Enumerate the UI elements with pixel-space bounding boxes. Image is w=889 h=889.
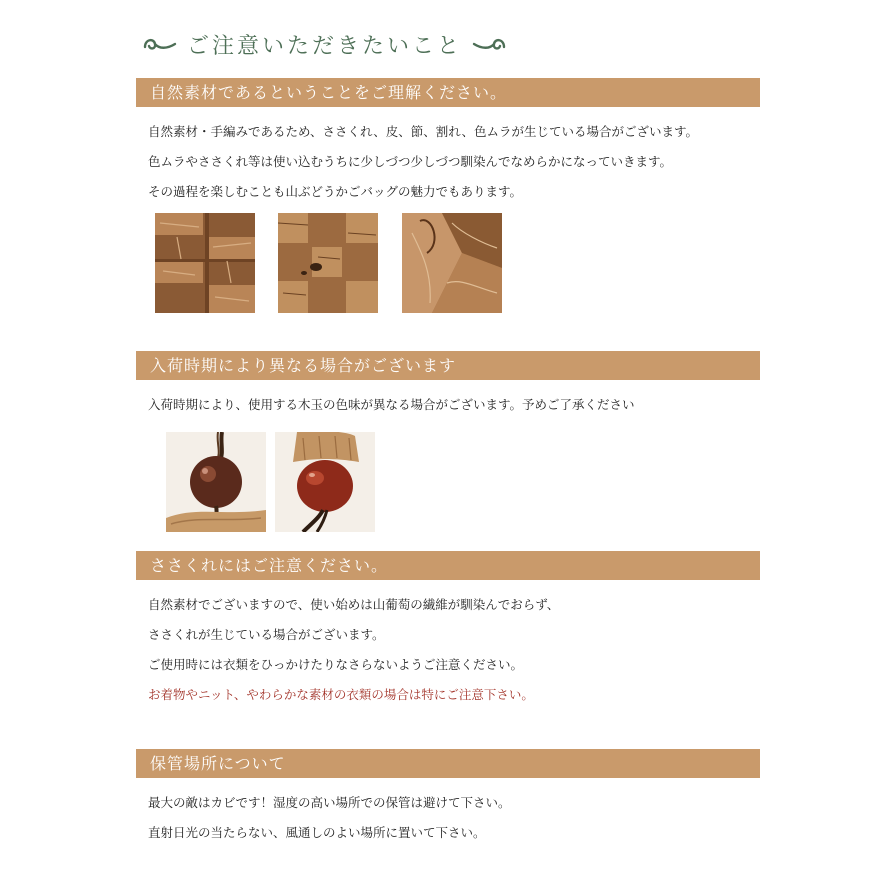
swirl-ornament-right-icon xyxy=(472,35,506,53)
woven-vine-texture-photo xyxy=(155,213,255,313)
section-3-warning: お着物やニット、やわらかな素材の衣類の場合は特にご注意下さい。 xyxy=(148,687,534,702)
woven-vine-knot-photo xyxy=(278,213,378,313)
dark-wood-bead-photo xyxy=(166,432,266,532)
section-2-line-1: 入荷時期により、使用する木玉の色味が異なる場合がございます。予めご了承ください xyxy=(148,397,635,412)
section-heading-splinter-caution: ささくれにはご注意ください。 xyxy=(136,551,760,580)
swirl-ornament-left-icon xyxy=(143,35,177,53)
section-4-line-1: 最大の敵はカビです！湿度の高い場所での保管は避けて下さい。 xyxy=(148,795,511,810)
title-text: ご注意いただきたいこと xyxy=(187,33,463,59)
red-wood-bead-photo xyxy=(275,432,375,532)
section-3-line-1: 自然素材でございますので、使い始めは山葡萄の繊維が馴染んでおらず、 xyxy=(148,597,560,612)
section-1-line-1: 自然素材・手編みであるため、ささくれ、皮、節、割れ、色ムラが生じている場合がございます。 xyxy=(148,124,699,139)
section-heading-storage: 保管場所について xyxy=(136,749,760,778)
section-1-line-3: その過程を楽しむことも山ぶどうかごバッグの魅力でもあります。 xyxy=(148,184,523,199)
section-1-line-2: 色ムラやささくれ等は使い込むうちに少しづつ少しづつ馴染んでなめらかになっていきます。 xyxy=(148,154,673,169)
section-heading-natural-material: 自然素材であるということをご理解ください。 xyxy=(136,78,760,107)
page-title xyxy=(143,26,506,62)
section-3-line-2: ささくれが生じている場合がございます。 xyxy=(148,627,385,642)
section-4-line-2: 直射日光の当たらない、風通しのよい場所に置いて下さい。 xyxy=(148,825,486,840)
woven-vine-edge-photo xyxy=(402,213,502,313)
section-3-line-3: ご使用時には衣類をひっかけたりなさらないようご注意ください。 xyxy=(148,657,524,672)
section-heading-arrival-period: 入荷時期により異なる場合がございます xyxy=(136,351,760,380)
